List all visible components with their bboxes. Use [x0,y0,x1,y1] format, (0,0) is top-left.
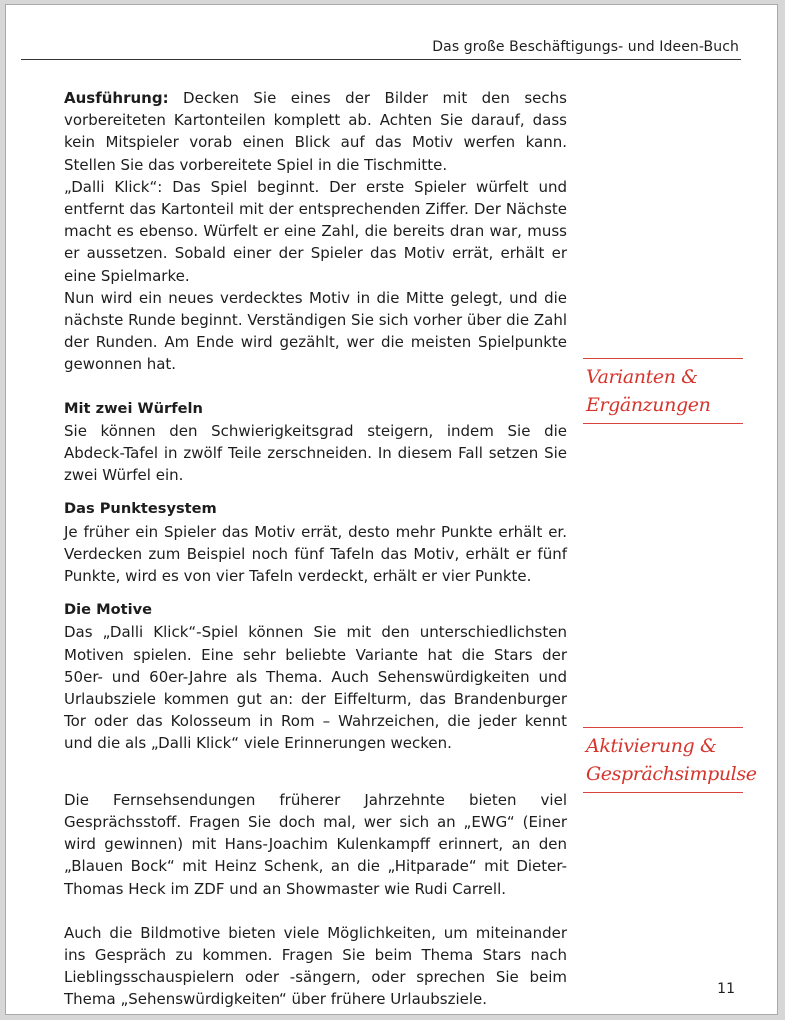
running-header: Das große Beschäftigungs- und Ideen-Buch [432,39,739,55]
execution-paragraph [64,87,567,176]
activation-paragraph-2: Auch die Bildmotive bieten viele Möglichkeiten, um miteinander ins Gespräch zu kommen. Fragen Sie beim Thema Stars nach Lieblingsschauspielern oder -sängern, oder sprechen Sie beim Thema „Sehenswürdigkeiten“ über frühere Urlaubsziele. [64,923,567,1009]
execution-text: Decken Sie eines der Bilder mit den sechs vorbereiteten Kartonteilen komplett ab. Achten Sie darauf, dass kein Mitspieler vorab einen Blick auf das Motiv werfen kann. Stellen Sie das vorbereitete Spiel in die Tischmitte. [64,89,567,174]
book-page [5,4,778,1015]
page-number: 11 [717,981,735,997]
execution-paragraph-2: „Dalli Klick“: Das Spiel beginnt. Der erste Spieler würfelt und entfernt das Kartonteil mit der entsprechenden Ziffer. Der Nächste macht es ebenso. Würfelt er eine Zahl, die bereits dran war, muss er aussetzen. Sobald einer der Spieler das Motiv errät, erhält er eine Spielmarke. [64,177,567,285]
activation-side-label [583,727,757,793]
variant-text-motifs: Das „Dalli Klick“-Spiel können Sie mit den unterschiedlichsten Motiven spielen. Eine sehr beliebte Variante hat die Stars der 50er- und 60er-Jahre als Thema. Auch Sehenswürdigkeiten und Urlaubsziele kommen gut an: der Eiffelturm, das Brandenburger Tor oder das Kolosseum in Rom – Wahrzeichen, die jeder kennt und die als „Dalli Klick“ viele Erinnerungen wecken. [64,623,567,753]
execution-lead: Ausführung: [64,89,169,107]
variant-text-points: Je früher ein Spieler das Motiv errät, desto mehr Punkte erhält er. Verdecken zum Beispiel noch fünf Tafeln das Motiv, erhält er fünf Punkte, wird es von vier Tafeln verdeckt, erhält er vier Punkte. [64,522,567,586]
header-divider [21,59,741,60]
variant-heading-points: Das Punktesystem [64,500,217,518]
activation-label-text: Aktivierung & Gesprächsimpulse [586,735,757,785]
variants-side-label [583,358,743,424]
variant-heading-two-dice: Mit zwei Würfeln [64,399,203,417]
activation-paragraph-1: Die Fernsehsendungen früherer Jahrzehnte bieten viel Gesprächsstoff. Fragen Sie doch mal, wer sich an „EWG“ (Einer wird gewinnen) mit Hans-Joachim Kulenkampff erinnert, an den „Blauen Bock“ mit Heinz Schenk, an die „Hitparade“ mit Dieter-Thomas Heck im ZDF und an Showmaster wie Rudi Carrell. [64,790,567,898]
main-column [64,87,567,1011]
variant-text-two-dice: Sie können den Schwierigkeitsgrad steigern, indem Sie die Abdeck-Tafel in zwölf Teile zerschneiden. In diesem Fall setzen Sie zwei Würfel ein. [64,421,567,485]
execution-paragraph-3: Nun wird ein neues verdecktes Motiv in die Mitte gelegt, und die nächste Runde beginnt. Verständigen Sie sich vorher über die Zahl der Runden. Am Ende wird gezählt, wer die meisten Spielpunkte gewonnen hat. [64,288,567,374]
variants-label-text: Varianten & Ergänzungen [586,366,711,416]
variant-heading-motifs: Die Motive [64,601,153,619]
